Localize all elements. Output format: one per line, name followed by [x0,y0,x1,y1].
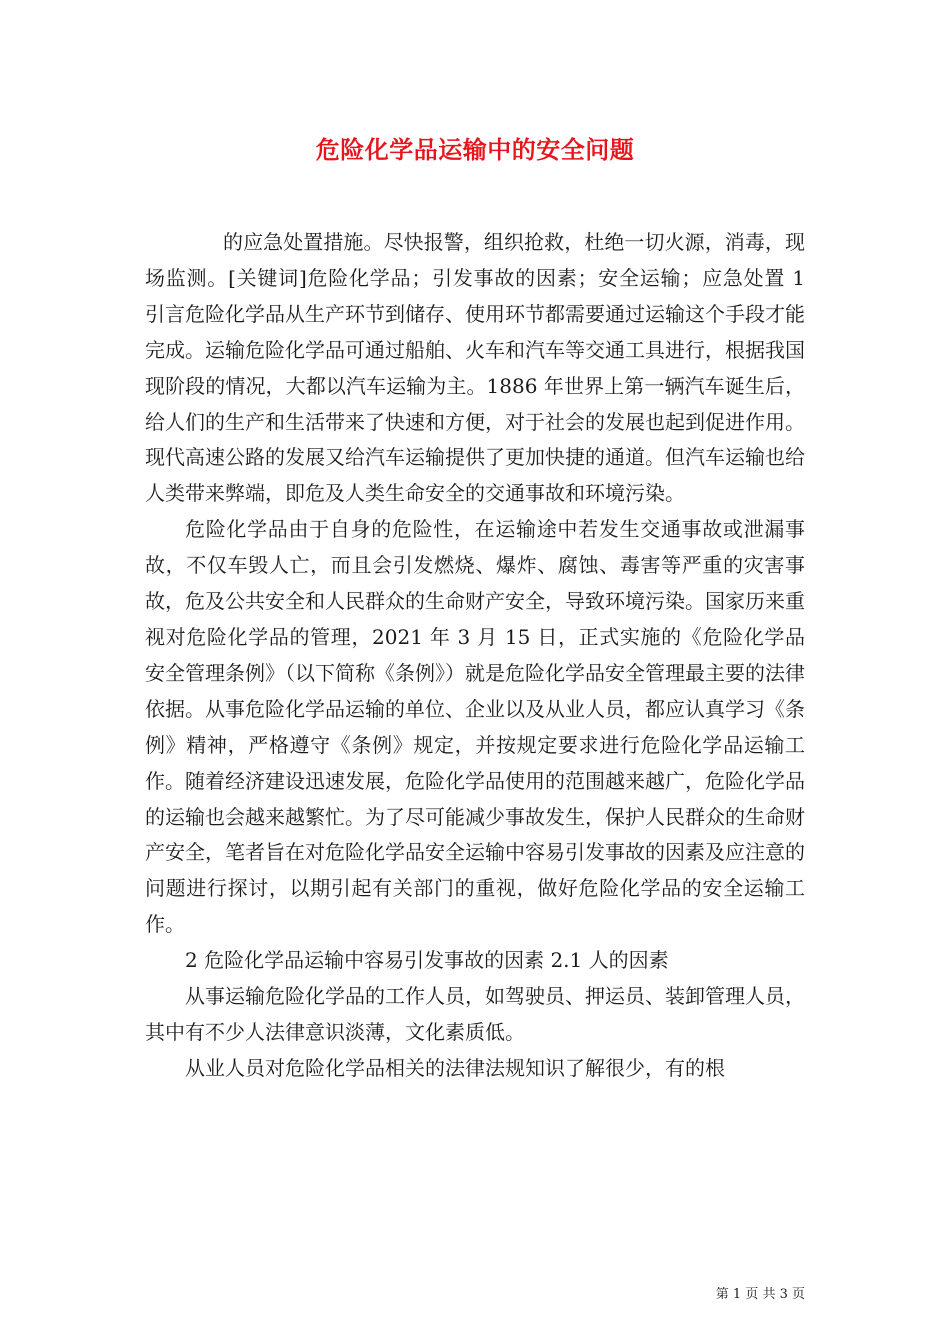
paragraph-4: 从业人员对危险化学品相关的法律法规知识了解很少，有的根 [185,1055,725,1080]
paragraph-3: 从事运输危险化学品的工作人员，如驾驶员、押运员、装卸管理人员，其中有不少人法律意识淡薄，文化素质低。 [145,984,805,1044]
section-heading: 2 危险化学品运输中容易引发事故的因素 2.1 人的因素 [185,948,669,973]
paragraph-2: 危险化学品由于自身的危险性，在运输途中若发生交通事故或泄漏事故，不仅车毁人亡，而且会引发燃烧、爆炸、腐蚀、毒害等严重的灾害事故，危及公共安全和人民群众的生命财产安全，导致环境污染。国家历来重视对危险化学品的管理，2021 年 3 月 15 日，正式实施的《危险化学品安全管理条例》（以下简称《条例》）就是危险化学品安全管理最主要的法律依据。从事危险化学品运输的单位、企业以及从业人员，都应认真学习《条例》精神，严格遵守《条例》规定，并按规定要求进行危险化学品运输工作。随着经济建设迅速发展，危险化学品使用的范围越来越广，危险化学品的运输也会越来越繁忙。为了尽可能减少事故发生，保护人民群众的生命财产安全，笔者旨在对危险化学品安全运输中容易引发事故的因素及应注意的问题进行探讨，以期引起有关部门的重视，做好危险化学品的安全运输工作。 [145,517,805,937]
paragraph-1: 的应急处置措施。尽快报警，组织抢救，杜绝一切火源，消毒，现场监测。[关键词]危险化学品；引发事故的因素；安全运输；应急处置 1 引言危险化学品从生产环节到储存、使用环节都需要通过运输这个手段才能完成。运输危险化学品可通过船舶、火车和汽车等交通工具进行，根据我国现阶段的情况，大都以汽车运输为主。1886 年世界上第一辆汽车诞生后，给人们的生产和生活带来了快速和方便，对于社会的发展也起到促进作用。现代高速公路的发展又给汽车运输提供了更加快捷的通道。但汽车运输也给人类带来弊端，即危及人类生命安全的交通事故和环境污染。 [145,230,805,506]
document-title: 危险化学品运输中的安全问题 [315,136,635,164]
page-number-footer: 第 1 页 共 3 页 [715,1287,805,1302]
document-body [145,225,805,1087]
